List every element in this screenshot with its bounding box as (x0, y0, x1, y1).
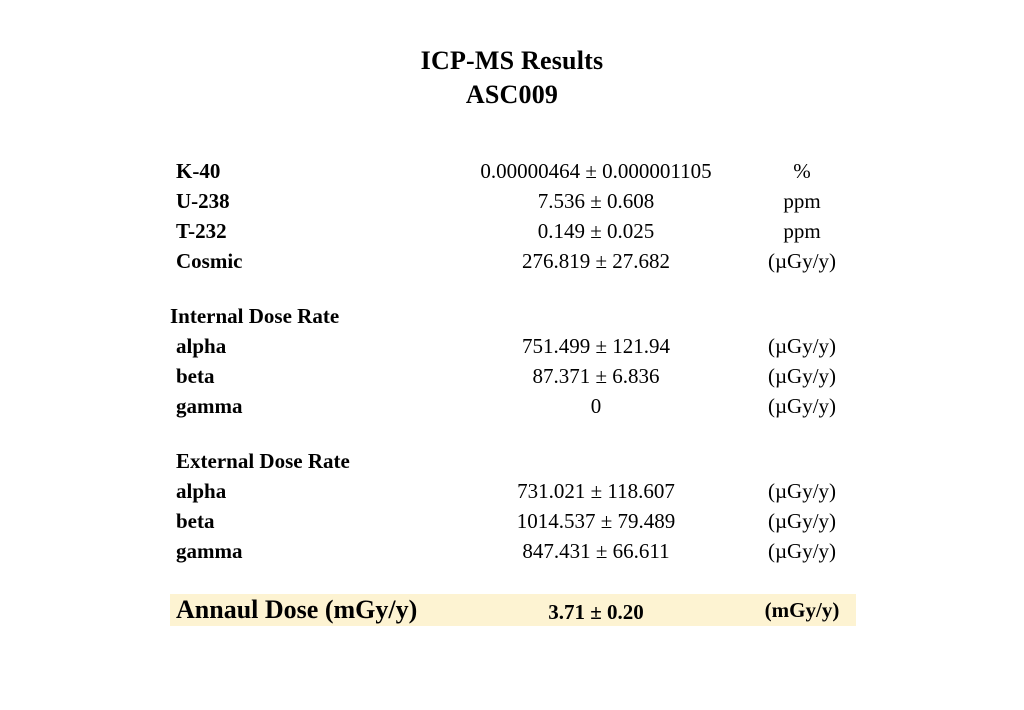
row-value: 87.371 ± 6.836 (532, 364, 660, 388)
row-label: K-40 (176, 159, 221, 183)
row-value: 0.149 ± 0.025 (537, 219, 655, 243)
row-label: gamma (176, 539, 243, 563)
row-label: gamma (176, 394, 243, 418)
title-line-1: ICP-MS Results (420, 46, 604, 75)
external-dose-heading: External Dose Rate (176, 449, 350, 473)
row-label: alpha (176, 479, 227, 503)
row-external-gamma (170, 536, 856, 566)
row-unit: ppm (783, 219, 821, 243)
row-t232 (170, 216, 856, 246)
row-unit: (µGy/y) (767, 539, 837, 563)
row-external-beta (170, 506, 856, 536)
row-label: beta (176, 364, 215, 388)
row-value: 847.431 ± 66.611 (522, 539, 670, 563)
row-value: 0 (590, 394, 602, 418)
row-label: alpha (176, 334, 227, 358)
row-unit: (µGy/y) (767, 249, 837, 273)
row-unit: (µGy/y) (767, 509, 837, 533)
row-value: 731.021 ± 118.607 (517, 479, 675, 503)
row-value: 0.00000464 ± 0.000001105 (480, 159, 712, 183)
title-line-2: ASC009 (465, 80, 559, 109)
row-cosmic (170, 246, 856, 276)
annual-dose-row (170, 594, 856, 626)
row-unit: (µGy/y) (767, 334, 837, 358)
row-label: U-238 (176, 189, 230, 213)
row-value: 1014.537 ± 79.489 (516, 509, 676, 533)
row-value: 7.536 ± 0.608 (537, 189, 655, 213)
row-label: T-232 (176, 219, 227, 243)
row-external-alpha (170, 476, 856, 506)
annual-dose-value: 3.71 ± 0.20 (548, 600, 644, 624)
row-label: Cosmic (176, 249, 243, 273)
row-value: 276.819 ± 27.682 (521, 249, 671, 273)
row-unit: (µGy/y) (767, 394, 837, 418)
row-label: beta (176, 509, 215, 533)
row-unit: % (793, 159, 811, 183)
row-internal-beta (170, 361, 856, 391)
annual-dose-unit: (mGy/y) (764, 598, 840, 622)
internal-dose-heading: Internal Dose Rate (170, 304, 340, 328)
row-unit: (µGy/y) (767, 364, 837, 388)
row-k40 (170, 156, 856, 186)
row-value: 751.499 ± 121.94 (521, 334, 671, 358)
row-internal-gamma (170, 391, 856, 421)
annual-dose-label: Annaul Dose (mGy/y) (176, 595, 418, 624)
row-unit: ppm (783, 189, 821, 213)
row-internal-alpha (170, 331, 856, 361)
row-unit: (µGy/y) (767, 479, 837, 503)
row-u238 (170, 186, 856, 216)
